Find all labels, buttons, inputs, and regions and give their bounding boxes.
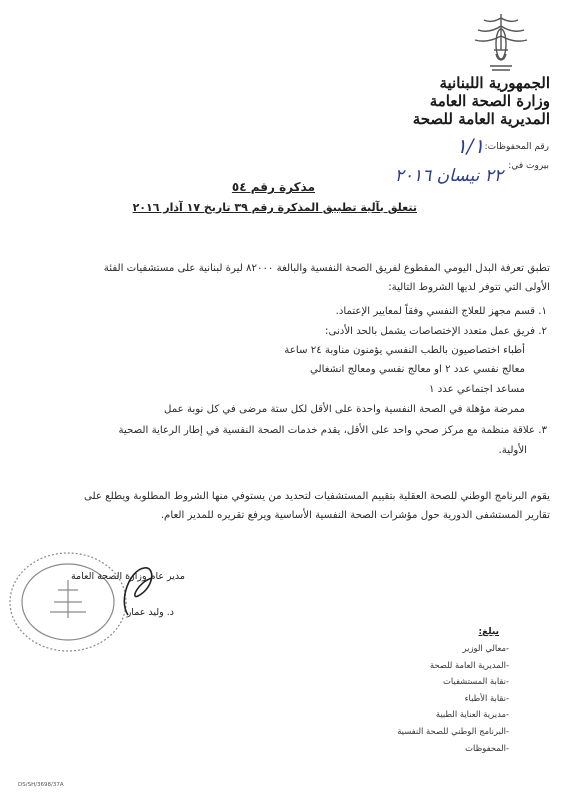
distribution-item: -نقابة الأطباء (464, 692, 509, 703)
distribution-item: -البرنامج الوطني للصحة النفسية (397, 725, 509, 736)
header-line-1: الجمهورية اللبنانية (439, 74, 550, 92)
team-member-3: مساعد اجتماعي عدد ١ (428, 384, 525, 395)
team-member-2: معالج نفسي عدد ٢ او معالج نفسي ومعالج انشغالي (310, 364, 525, 375)
distribution-item: -المديرية العامة للصحة (429, 659, 509, 670)
memo-number (232, 180, 315, 194)
intro-line-2: الأولى التي تتوفر لديها الشروط التالية: (388, 282, 550, 293)
archive-value: ١/١ (456, 134, 485, 158)
condition-3-line-1: ٣. علاقة منظمة مع مركز صحي واحد على الأقل، يقدم خدمات الصحة النفسية في إطار الرعاية الصحية (118, 425, 547, 436)
intro-line-1: تطبق تعرفة البدل اليومي المقطوع لفريق الصحة النفسية والبالغة ٨٢٠٠٠ ليرة لبنانية على مستشفيات الفئة (103, 263, 550, 274)
distribution-item: -مديرية العناية الطبية (435, 709, 509, 720)
date-value: ٢٢ نيسان ٢٠١٦ (394, 166, 503, 186)
closing-line-1: يقوم البرنامج الوطني للصحة العقلية بتقييم المستشفيات لتحديد من يستوفي منها الشروط المطلوبة ويطلع على (83, 491, 550, 502)
memo-number-text: مذكرة رقم ٥٤ (231, 180, 315, 194)
archive-label: رقم المحفوظات: (484, 142, 549, 152)
memo-subject: تتعلق بآلية تطبيق المذكرة رقم ٣٩ تاريخ ١٧ آذار ٢٠١٦ (132, 201, 417, 214)
team-member-4: ممرضة مؤهلة في الصحة النفسية واحدة على الأقل لكل ستة مرضى في كل نوبة عمل (164, 404, 525, 415)
signature-name: د. وليد عمار (126, 607, 174, 618)
distribution-item: -معالي الوزير (462, 643, 509, 653)
beirut-label: بيروت في: (508, 161, 549, 171)
team-member-1: أطباء اختصاصيون بالطب النفسي يؤمنون مناوبة ٢٤ ساعة (284, 345, 525, 356)
distribution-heading: يبلغ: (478, 627, 499, 637)
condition-3-line-2: الأولية. (498, 445, 527, 456)
header-line-2: وزارة الصحة العامة (429, 92, 550, 110)
header-line-3: المديرية العامة للصحة (412, 110, 550, 128)
distribution-item: -نقابة المستشفيات (442, 676, 509, 687)
distribution-item: -المحفوظات (465, 742, 509, 753)
condition-2: ٢. فريق عمل متعدد الإختصاصات يشمل بالحد الأدنى: (325, 326, 547, 337)
cedar-logo (472, 10, 530, 72)
distribution-list (397, 640, 509, 756)
signature-title: مدير عام وزارة الصحة العامة (70, 571, 185, 582)
closing-line-2: تقارير المستشفى الدورية حول مؤشرات الصحة النفسية الأساسية ويرفع تقريره للمدير العام. (160, 510, 550, 521)
condition-1: ١. قسم مجهز للعلاج النفسي وفقاً لمعايير الإعتماد. (335, 306, 547, 317)
footer-reference-code: DS/SH/3698/37A (18, 782, 64, 788)
